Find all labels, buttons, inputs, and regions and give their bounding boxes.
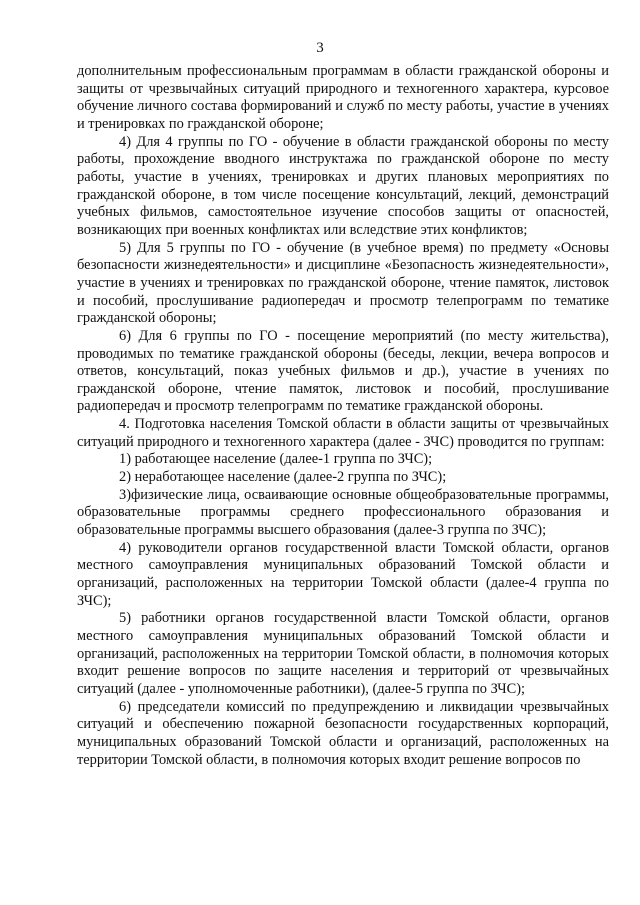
paragraph-zchs-group-2: 2) неработающее население (далее-2 группа по ЗЧС); [119, 469, 447, 486]
paragraph-continuation: дополнительным профессиональным программам в области гражданской обороны и защиты от чрезвычайных ситуаций природного и техногенного характера, курсовое обучение личного состава формирований и служб по месту работы, участие в учениях и тренировках по гражданской обороне; [77, 63, 609, 132]
paragraph-go-group-4: 4) Для 4 группы по ГО - обучение в области гражданской обороны по месту работы, прохождение вводного инструктажа по гражданской обороне по месту работы, участие в учениях, тренировках и других плановых мероприятиях по гражданской обороне, в том числе посещение консультаций, лекций, демонстраций учебных фильмов, самостоятельное изучение способов защиты от опасностей, возникающих при военных конфликтах или вследствие этих конфликтов; [77, 133, 609, 238]
paragraph-zchs-group-5: 5) работники органов государственной власти Томской области, органов местного самоуправления муниципальных образований Томской области и организаций, расположенных на территории Томской области, в полномочия которых входит решение вопросов по защите населения и территорий от чрезвычайных ситуаций (далее - уполномоченные работники), (далее-5 группа по ЗЧС); [77, 610, 609, 697]
paragraph-zchs-group-3: 3)физические лица, осваивающие основные общеобразовательные программы, образовательные программы среднего профессионального образования и образовательные программы высшего образования (далее-3 группа по ЗЧС); [77, 486, 609, 539]
paragraph-zchs-group-1: 1) работающее население (далее-1 группа по ЗЧС); [119, 451, 433, 468]
paragraph-zchs-group-6: 6) председатели комиссий по предупреждению и ликвидации чрезвычайных ситуаций и обеспечению пожарной безопасности государственных корпораций, муниципальных образований Томской области и организаций, расположенных на территории Томской области, в полномочия которых входит решение вопросов по [77, 698, 609, 768]
paragraph-zchs-group-4: 4) руководители органов государственной власти Томской области, органов местного самоуправления муниципальных образований Томской области и организаций, расположенных на территории Томской области (далее-4 группа по ЗЧС); [77, 539, 609, 609]
paragraph-go-group-6: 6) Для 6 группы по ГО - посещение мероприятий (по месту жительства), проводимых по тематике гражданской обороны (беседы, лекции, вечера вопросов и ответов, консультаций, показ учебных фильмов и др.), участие в учениях по гражданской обороне, чтение памяток, листовок и пособий, прослушивание радиопередач и просмотр телепрограмм по тематике гражданской обороны. [77, 327, 609, 415]
document-body [77, 63, 609, 769]
paragraph-go-group-5: 5) Для 5 группы по ГО - обучение (в учебное время) по предмету «Основы безопасности жизнедеятельности» и дисциплине «Безопасность жизнедеятельности», участие в учениях и тренировках по гражданской обороне, чтение памяток, листовок и пособий, прослушивание радиопередач и просмотр телепрограмм по тематике гражданской обороны; [77, 239, 609, 327]
paragraph-zchs-intro: 4. Подготовка населения Томской области в области защиты от чрезвычайных ситуаций природного и техногенного характера (далее - ЗЧС) проводится по группам: [77, 416, 609, 450]
page-number: 3 [316, 40, 324, 56]
